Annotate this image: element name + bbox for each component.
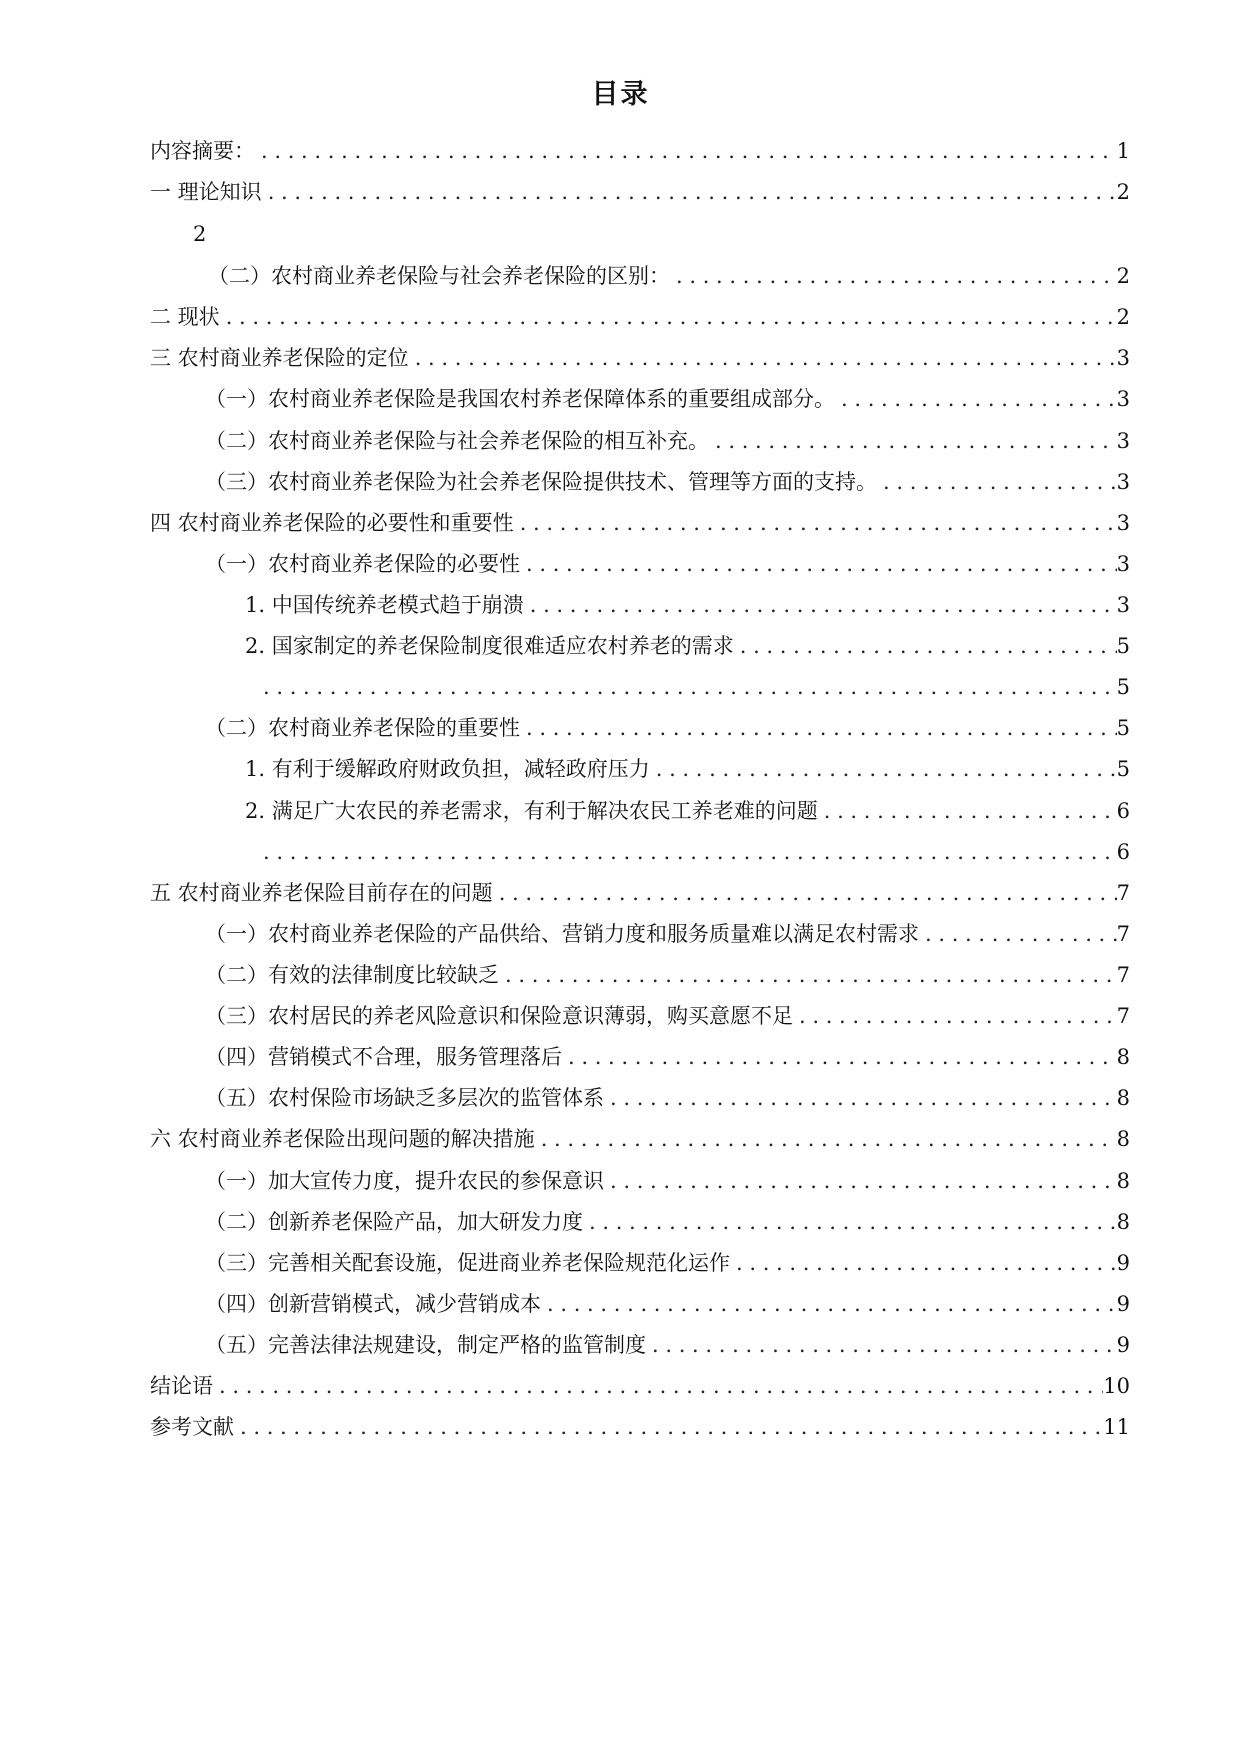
toc-entry-label: （一）农村商业养老保险的产品供给、营销力度和服务质量难以满足农村需求	[205, 922, 919, 946]
toc-entry-page: 9	[1116, 1333, 1130, 1357]
toc-title: 目录	[591, 79, 650, 110]
toc-entry-page: 2	[1116, 180, 1130, 204]
dot-leader	[646, 1330, 1117, 1360]
dot-leader	[535, 1124, 1117, 1154]
toc-entry-label: （四）营销模式不合理，服务管理落后	[205, 1045, 562, 1069]
toc-entry-label: （五）农村保险市场缺乏多层次的监管体系	[205, 1086, 604, 1110]
toc-entry-page: 8	[1116, 1045, 1130, 1069]
dot-leader	[262, 177, 1117, 207]
dot-leader	[499, 960, 1117, 990]
dot-leader	[562, 1042, 1117, 1072]
toc-entry[interactable]	[205, 1166, 1130, 1196]
toc-entry-label: 2. 国家制定的养老保险制度很难适应农村养老的需求	[245, 634, 734, 658]
toc-entry[interactable]	[205, 1330, 1130, 1360]
toc-entry-label: 三 农村商业养老保险的定位	[150, 346, 409, 370]
dot-leader	[520, 549, 1117, 579]
toc-entry[interactable]	[205, 549, 1130, 579]
toc-entry-page: 8	[1116, 1127, 1130, 1151]
toc-entry-page: 11	[1103, 1415, 1130, 1439]
toc-entry-page: 3	[1116, 346, 1130, 370]
toc-entry-page: 10	[1103, 1374, 1130, 1398]
dot-leader	[604, 1166, 1117, 1196]
toc-entry-page: 5	[1116, 675, 1130, 699]
toc-entry[interactable]	[245, 631, 1130, 661]
dot-leader	[409, 343, 1117, 373]
toc-entry-page: 3	[1116, 552, 1130, 576]
dot-leader	[257, 837, 1117, 867]
dot-leader	[709, 426, 1117, 456]
toc-entry-page: 1	[1116, 139, 1130, 163]
toc-entry[interactable]	[245, 590, 1130, 620]
toc-entry-label: （二）创新养老保险产品，加大研发力度	[205, 1210, 583, 1234]
toc-entry[interactable]	[245, 796, 1130, 826]
toc-entry-page: 9	[1116, 1251, 1130, 1275]
dot-leader	[257, 672, 1117, 702]
toc-entry[interactable]	[205, 713, 1130, 743]
toc-entry[interactable]	[150, 136, 1130, 166]
toc-entry[interactable]	[205, 1248, 1130, 1278]
toc-entry-label: 四 农村商业养老保险的必要性和重要性	[150, 511, 514, 535]
toc-entry-page: 7	[1116, 881, 1130, 905]
toc-entry[interactable]	[205, 1001, 1130, 1031]
toc-entry-page: 8	[1116, 1169, 1130, 1193]
toc-entry[interactable]	[208, 261, 1130, 291]
toc-entry-continuation[interactable]	[257, 672, 1130, 702]
toc-entry[interactable]	[245, 754, 1130, 784]
toc-entry[interactable]	[205, 1042, 1130, 1072]
toc-entry-label: 一 理论知识	[150, 180, 262, 204]
toc-entry[interactable]	[150, 1124, 1130, 1154]
dot-leader	[730, 1248, 1117, 1278]
toc-entry-label: 结论语	[150, 1374, 213, 1398]
toc-entry[interactable]	[205, 919, 1130, 949]
toc-entry-label: 2. 满足广大农民的养老需求，有利于解决农民工养老难的问题	[245, 799, 818, 823]
toc-entry-label: 1. 有利于缓解政府财政负担，减轻政府压力	[245, 757, 650, 781]
toc-entry[interactable]	[205, 1207, 1130, 1237]
toc-entry[interactable]	[150, 302, 1130, 332]
toc-entry[interactable]	[150, 1371, 1130, 1401]
toc-entry-page: 5	[1116, 716, 1130, 740]
dot-leader	[818, 796, 1117, 826]
dot-leader	[514, 508, 1117, 538]
toc-entry-page: 2	[1116, 305, 1130, 329]
toc-entry-page: 9	[1116, 1292, 1130, 1316]
dot-leader	[524, 590, 1117, 620]
dot-leader	[877, 467, 1117, 497]
toc-entry-label: （二）农村商业养老保险与社会养老保险的区别：	[208, 264, 670, 288]
toc-entry-label: （二）农村商业养老保险与社会养老保险的相互补充。	[205, 429, 709, 453]
toc-entry-label: 1. 中国传统养老模式趋于崩溃	[245, 593, 524, 617]
toc-entry-label: （三）农村商业养老保险为社会养老保险提供技术、管理等方面的支持。	[205, 470, 877, 494]
toc-entry-page: 3	[1116, 511, 1130, 535]
toc-orphan-page-number: 2	[193, 222, 207, 246]
toc-entry-label: （二）有效的法律制度比较缺乏	[205, 963, 499, 987]
toc-entry-label: 内容摘要：	[150, 139, 255, 163]
toc-entry-label: （一）农村商业养老保险是我国农村养老保障体系的重要组成部分。	[205, 387, 835, 411]
dot-leader	[604, 1083, 1117, 1113]
toc-entry[interactable]	[205, 467, 1130, 497]
toc-entry-label: 参考文献	[150, 1415, 234, 1439]
toc-entry-label: （一）加大宣传力度，提升农民的参保意识	[205, 1169, 604, 1193]
toc-entry-label: （五）完善法律法规建设，制定严格的监管制度	[205, 1333, 646, 1357]
toc-entry-label: 二 现状	[150, 305, 220, 329]
toc-entry[interactable]	[150, 1412, 1130, 1442]
toc-entry-page: 6	[1116, 840, 1130, 864]
toc-entry-page: 6	[1116, 799, 1130, 823]
toc-entry-label: 五 农村商业养老保险目前存在的问题	[150, 881, 493, 905]
dot-leader	[220, 302, 1117, 332]
toc-entry[interactable]	[150, 878, 1130, 908]
toc-entry[interactable]	[150, 343, 1130, 373]
dot-leader	[234, 1412, 1103, 1442]
toc-entry-page: 3	[1116, 387, 1130, 411]
toc-entry-page: 7	[1116, 963, 1130, 987]
toc-entry[interactable]	[150, 508, 1130, 538]
dot-leader	[583, 1207, 1117, 1237]
toc-entry[interactable]	[205, 960, 1130, 990]
toc-entry-label: （三）农村居民的养老风险意识和保险意识薄弱，购买意愿不足	[205, 1004, 793, 1028]
dot-leader	[520, 713, 1117, 743]
toc-entry-page: 3	[1116, 470, 1130, 494]
dot-leader	[734, 631, 1117, 661]
dot-leader	[919, 919, 1117, 949]
toc-entry[interactable]	[205, 1289, 1130, 1319]
dot-leader	[670, 261, 1117, 291]
toc-entry-label: （二）农村商业养老保险的重要性	[205, 716, 520, 740]
toc-entry-continuation[interactable]	[257, 837, 1130, 867]
toc-entry[interactable]	[205, 384, 1130, 414]
toc-entry-label: 六 农村商业养老保险出现问题的解决措施	[150, 1127, 535, 1151]
toc-entry[interactable]	[205, 1083, 1130, 1113]
dot-leader	[793, 1001, 1117, 1031]
toc-entry-page: 2	[1116, 264, 1130, 288]
toc-entry[interactable]	[205, 426, 1130, 456]
toc-entry-label: （四）创新营销模式，减少营销成本	[205, 1292, 541, 1316]
toc-entry-page: 5	[1116, 634, 1130, 658]
dot-leader	[255, 136, 1117, 166]
dot-leader	[541, 1289, 1117, 1319]
dot-leader	[213, 1371, 1103, 1401]
toc-entry-page: 3	[1116, 429, 1130, 453]
dot-leader	[650, 754, 1117, 784]
toc-entry-page: 8	[1116, 1086, 1130, 1110]
toc-entry-page: 3	[1116, 593, 1130, 617]
toc-entry-page: 7	[1116, 1004, 1130, 1028]
toc-entry[interactable]	[150, 177, 1130, 207]
toc-entry-page: 8	[1116, 1210, 1130, 1234]
toc-entry-label: （三）完善相关配套设施，促进商业养老保险规范化运作	[205, 1251, 730, 1275]
toc-entry-label: （一）农村商业养老保险的必要性	[205, 552, 520, 576]
toc-entry-page: 7	[1116, 922, 1130, 946]
dot-leader	[835, 384, 1117, 414]
toc-entry-page: 5	[1116, 757, 1130, 781]
dot-leader	[493, 878, 1117, 908]
